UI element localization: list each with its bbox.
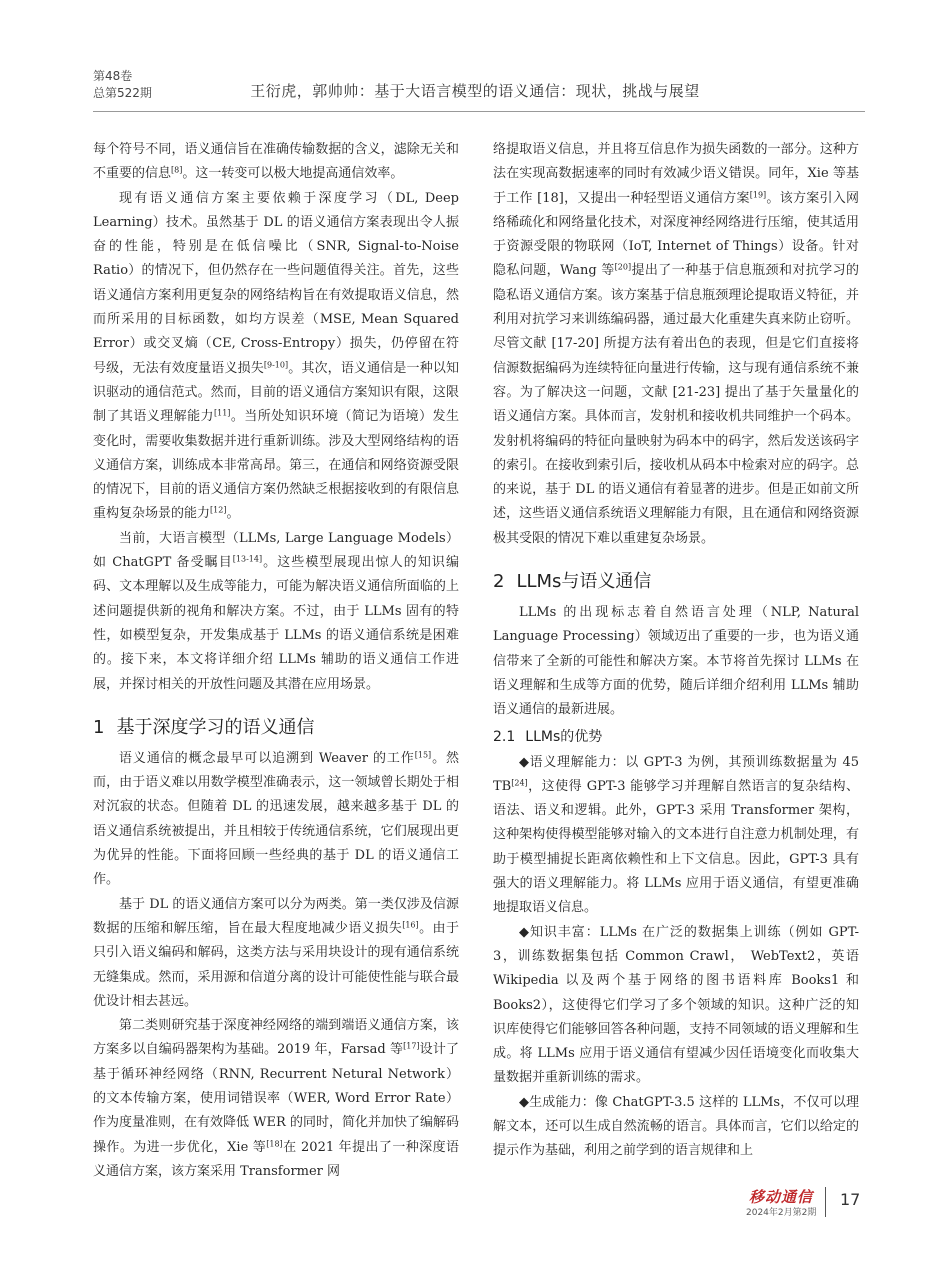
running-title: 王衍虎，郭帅帅：基于大语言模型的语义通信：现状，挑战与展望 <box>250 82 700 100</box>
issue-date: 2024年2月第2期 <box>746 1208 817 1218</box>
section-heading-1: 1 基于深度学习的语义通信 <box>93 716 315 738</box>
paragraph: LLMs 的出现标志着自然语言处理（NLP, Natural Language Processing）领域迈出了重要的一步，也为语义通信带来了全新的可能性和解决方案。本节将首先探讨 LLMs 在语义理解和生成等方面的优势，随后详细介绍利用 LLMs 辅助语义通信的最新进展。 <box>493 605 859 718</box>
paragraph: 基于 DL 的语义通信方案可以分为两类。第一类仅涉及信源数据的压缩和解压缩，旨在最大程度地减少语义损失[16]。由于只引入语义编码和解码，这类方法与采用块设计的现有通信系统无缝集成。然而，采用源和信道分离的设计可能使性能与联合最优设计相去甚远。 <box>93 896 459 1009</box>
bullet-paragraph: ◆生成能力：像 ChatGPT-3.5 这样的 LLMs，不仅可以理解文本，还可以生成自然流畅的语言。具体而言，它们以给定的提示作为基础，利用之前学到的语言规律和上 <box>493 1094 859 1159</box>
header-rule <box>93 111 865 112</box>
page-number: 17 <box>840 1190 861 1209</box>
bullet-paragraph: ◆知识丰富：LLMs 在广泛的数据集上训练（例如 GPT-3，训练数据集包括 Common Crawl， WebText2，英语 Wikipedia 以及两个基于网络的图书语料库 Books1 和 Books2），这使得它们学习了多个领域的知识。这种广泛的知识库使得它们能够回答各种问题，支持不同领域的语义理解和生成。将 LLMs 应用于语义通信有望减少因任语境变化而收集大量数据并重新训练的需求。 <box>493 924 859 1086</box>
paragraph: 语义通信的概念最早可以追溯到 Weaver 的工作[15]。然而，由于语义难以用数学模型准确表示，这一领域曾长期处于相对沉寂的状态。但随着 DL 的迅速发展，越来越多基于 DL 的语义通信系统被提出，并且相较于传统通信系统，它们展现出更为优异的性能。下面将回顾一些经典的基于 DL 的语义通信工作。 <box>93 750 459 888</box>
citation[interactable]: [11] <box>214 408 231 418</box>
footer-divider <box>825 1187 826 1217</box>
citation[interactable]: [12] <box>210 506 227 516</box>
citation[interactable]: [9-10] <box>263 360 289 370</box>
subsection-heading-2-1: 2.1 LLMs的优势 <box>493 728 603 745</box>
paragraph: 第二类则研究基于深度神经网络的端到端语义通信方案，该方案多以自编码器架构为基础。2019 年，Farsad 等[17]设计了基于循环神经网络（RNN, Recurrent Netural Network）的文本传输方案，使用词错误率（WER, Word Error Rate）作为度量准则，在有效降低 WER 的同时，简化并加快了编解码操作。为进一步优化，Xie 等[18]在 2021 年提出了一种深度语义通信方案，该方案采用 Transformer 网 <box>93 1018 459 1179</box>
citation[interactable]: [17] <box>403 1042 420 1051</box>
citation[interactable]: [24] <box>511 778 528 788</box>
journal-logo: 移动通信 <box>749 1188 814 1206</box>
citation[interactable]: [16] <box>402 920 419 930</box>
right-column <box>493 138 859 1164</box>
paragraph: 现有语义通信方案主要依赖于深度学习（DL, Deep Learning）技术。虽然基于 DL 的语义通信方案表现出令人振奋的性能，特别是在低信噪比（SNR, Signal-to-Noise Ratio）的情况下，但仍然存在一些问题值得关注。首先，这些语义通信方案利用更复杂的网络结构旨在有效提取语义信息，然而所采用的目标函数，如均方误差（MSE, Mean Squared Error）或交叉熵（CE, Cross-Entropy）损失，仍停留在符号级，无法有效度量语义损失[9-10]。其次，语义通信是一种以知识驱动的通信范式。然而，目前的语义通信方案知识有限，这限制了其语义理解能力[11]。当所处知识环境（简记为语境）发生变化时，需要收集数据并进行重新训练。涉及大型网络结构的语义通信方案，训练成本非常高昂。第三，在通信和网络资源受限的情况下，目前的语义通信方案仍然缺乏根据接收到的有限信息重构复杂场景的能力[12]。 <box>93 190 459 522</box>
issue-total: 总第522期 <box>93 86 152 100</box>
volume-number: 第48卷 <box>93 69 133 83</box>
citation[interactable]: [13-14] <box>232 554 263 564</box>
bullet-paragraph: ◆语义理解能力：以 GPT-3 为例，其预训练数据量为 45 TB[24]，这使得 GPT-3 能够学习并理解自然语言的复杂结构、语法、语义和逻辑。此外，GPT-3 采用 Transformer 架构，这种架构使得模型能够对输入的文本进行自注意力机制处理，有助于模型捕捉长距离依赖性和上下文信息。因此，GPT-3 具有强大的语义理解能力。将 LLMs 应用于语义通信，有望更准确地提取语义信息。 <box>493 754 859 916</box>
citation[interactable]: [15] <box>414 750 432 760</box>
paragraph: 每个符号不同，语义通信旨在准确传输数据的含义，滤除无关和不重要的信息[8]。这一转变可以极大地提高通信效率。 <box>93 142 459 182</box>
paragraph: 络提取语义信息，并且将互信息作为损失函数的一部分。这种方法在实现高数据速率的同时有效减少语义错误。同年，Xie 等基于工作 [18]，又提出一种轻型语义通信方案[19]。该方案引入网络稀疏化和网络量化技术，对深度神经网络进行压缩，使其适用于资源受限的物联网（IoT, Internet of Things）设备。针对隐私问题，Wang 等[20]提出了一种基于信息瓶颈和对抗学习的隐私语义通信方案。该方案基于信息瓶颈理论提取语义特征，并利用对抗学习来训练编码器，通过最大化重建失真来防止窃听。尽管文献 [17-20] 所提方法有着出色的表现，但是它们直接将信源数据编码为连续特征向量进行传输，这与现有通信系统不兼容。为了解决这一问题，文献 [21-23] 提出了基于矢量量化的语义通信方案。具体而言，发射机和接收机共同维护一个码本。发射机将编码的特征向量映射为码本中的码字，然后发送该码字的索引。在接收到索引后，接收机从码本中检索对应的码字。总的来说，基于 DL 的语义通信有着显著的进步。但是正如前文所述，这些语义通信系统语义理解能力有限，且在通信和网络资源极其受限的情况下难以重建复杂场景。 <box>493 142 859 546</box>
section-heading-2: 2 LLMs与语义通信 <box>493 571 652 593</box>
citation[interactable]: [20] <box>614 263 632 273</box>
citation[interactable]: [8] <box>171 165 183 175</box>
citation[interactable]: [18] <box>266 1139 283 1149</box>
left-column <box>93 138 459 1184</box>
paragraph: 当前，大语言模型（LLMs, Large Language Models）如 ChatGPT 备受瞩目[13-14]。这些模型展现出惊人的知识编码、文本理解以及生成等能力，可能为解决语义通信所面临的上述问题提供新的视角和解决方案。不过，由于 LLMs 固有的特性，如模型复杂，开发集成基于 LLMs 的语义通信系统是困难的。接下来，本文将详细介绍 LLMs 辅助的语义通信工作进展，并探讨相关的开放性问题及其潜在应用场景。 <box>93 530 459 692</box>
citation[interactable]: [19] <box>749 190 767 200</box>
